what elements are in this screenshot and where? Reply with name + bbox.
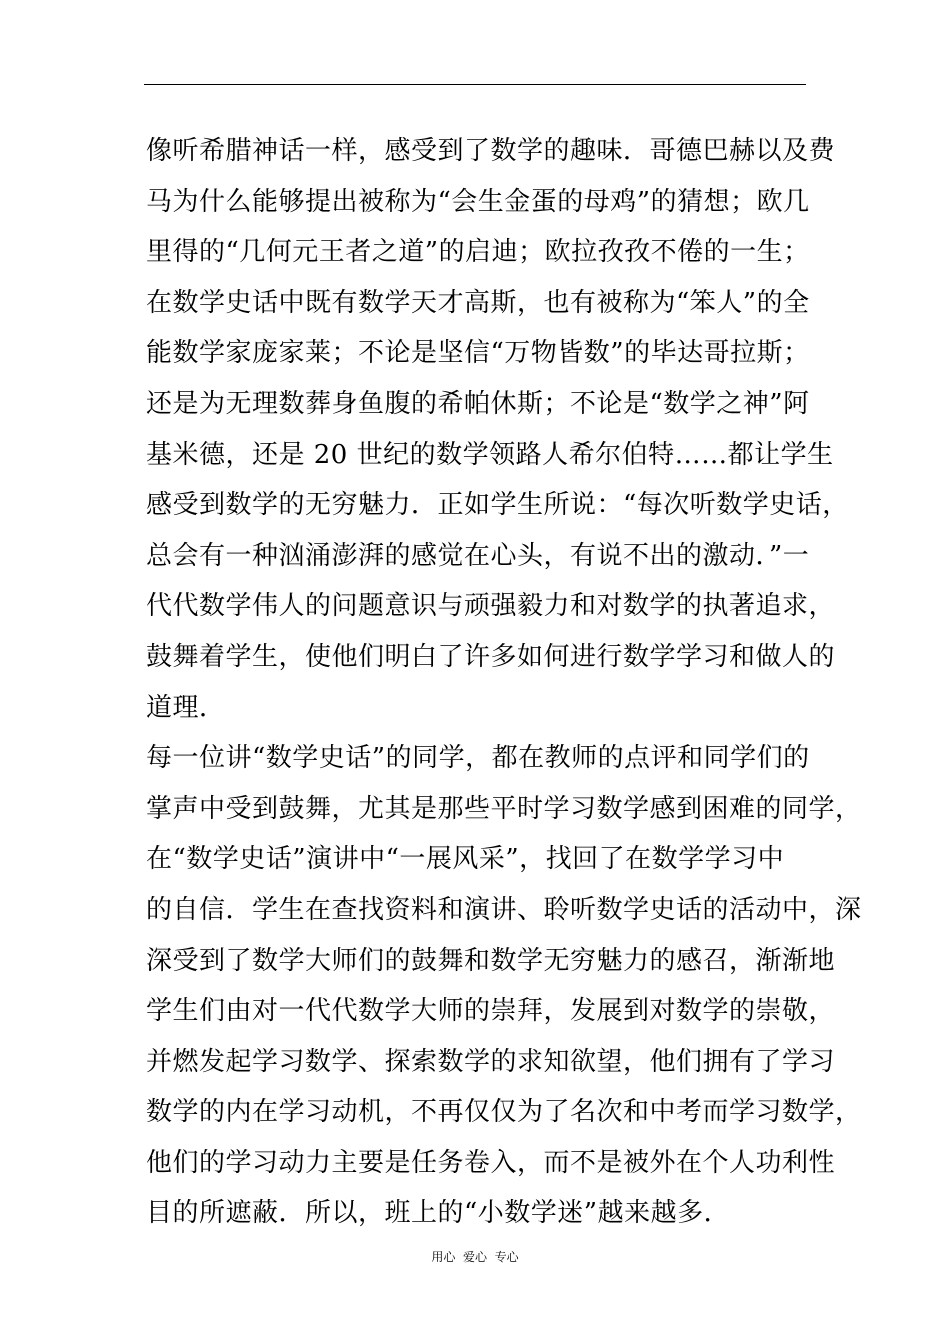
text-line: 在“数学史话”演讲中“一展风采”，找回了在数学学习中 xyxy=(146,844,785,875)
text-line: 总会有一种汹涌澎湃的感觉在心头，有说不出的激动．”一 xyxy=(146,540,810,571)
text-line: 并燃发起学习数学、探索数学的求知欲望，他们拥有了学习 xyxy=(146,1046,836,1077)
header-rule xyxy=(144,84,806,85)
text-line: 能数学家庞家莱；不论是坚信“万物皆数”的毕达哥拉斯； xyxy=(146,338,810,369)
text-line: 里得的“几何元王者之道”的启迪；欧拉孜孜不倦的一生； xyxy=(146,237,810,268)
text-line: 的自信．学生在查找资料和演讲、聆听数学史话的活动中，深 xyxy=(146,894,862,925)
text-line: 代代数学伟人的问题意识与顽强毅力和对数学的执著追求， xyxy=(146,591,836,622)
text-line: 深受到了数学大师们的鼓舞和数学无穷魅力的感召，渐渐地 xyxy=(146,945,836,976)
text-line: 鼓舞着学生，使他们明白了许多如何进行数学学习和做人的 xyxy=(146,641,836,672)
text-line: 像听希腊神话一样，感受到了数学的趣味．哥德巴赫以及费 xyxy=(146,136,836,166)
text-line: 基米德，还是 20 世纪的数学领路人希尔伯特……都让学生 xyxy=(146,439,834,470)
text-line: 感受到数学的无穷魅力．正如学生所说：“每次听数学史话， xyxy=(146,490,849,521)
text-line: 道理． xyxy=(146,692,226,723)
text-line: 每一位讲“数学史话”的同学，都在教师的点评和同学们的 xyxy=(146,743,810,774)
text-line: 目的所遮蔽．所以，班上的“小数学迷”越来越多． xyxy=(146,1198,731,1229)
text-line: 马为什么能够提出被称为“会生金蛋的母鸡”的猜想；欧几 xyxy=(146,186,810,217)
document-body xyxy=(146,131,862,1244)
page-footer: 用心 爱心 专心 xyxy=(431,1250,519,1264)
text-line: 在数学史话中既有数学天才高斯，也有被称为“笨人”的全 xyxy=(146,287,810,318)
text-line: 还是为无理数葬身鱼腹的希帕休斯；不论是“数学之神”阿 xyxy=(146,388,810,419)
text-line: 他们的学习动力主要是任务卷入，而不是被外在个人功利性 xyxy=(146,1147,836,1178)
text-line: 掌声中受到鼓舞，尤其是那些平时学习数学感到困难的同学， xyxy=(146,793,862,824)
text-line: 数学的内在学习动机，不再仅仅为了名次和中考而学习数学， xyxy=(146,1097,862,1128)
text-line: 学生们由对一代代数学大师的崇拜，发展到对数学的崇敬， xyxy=(146,996,836,1027)
